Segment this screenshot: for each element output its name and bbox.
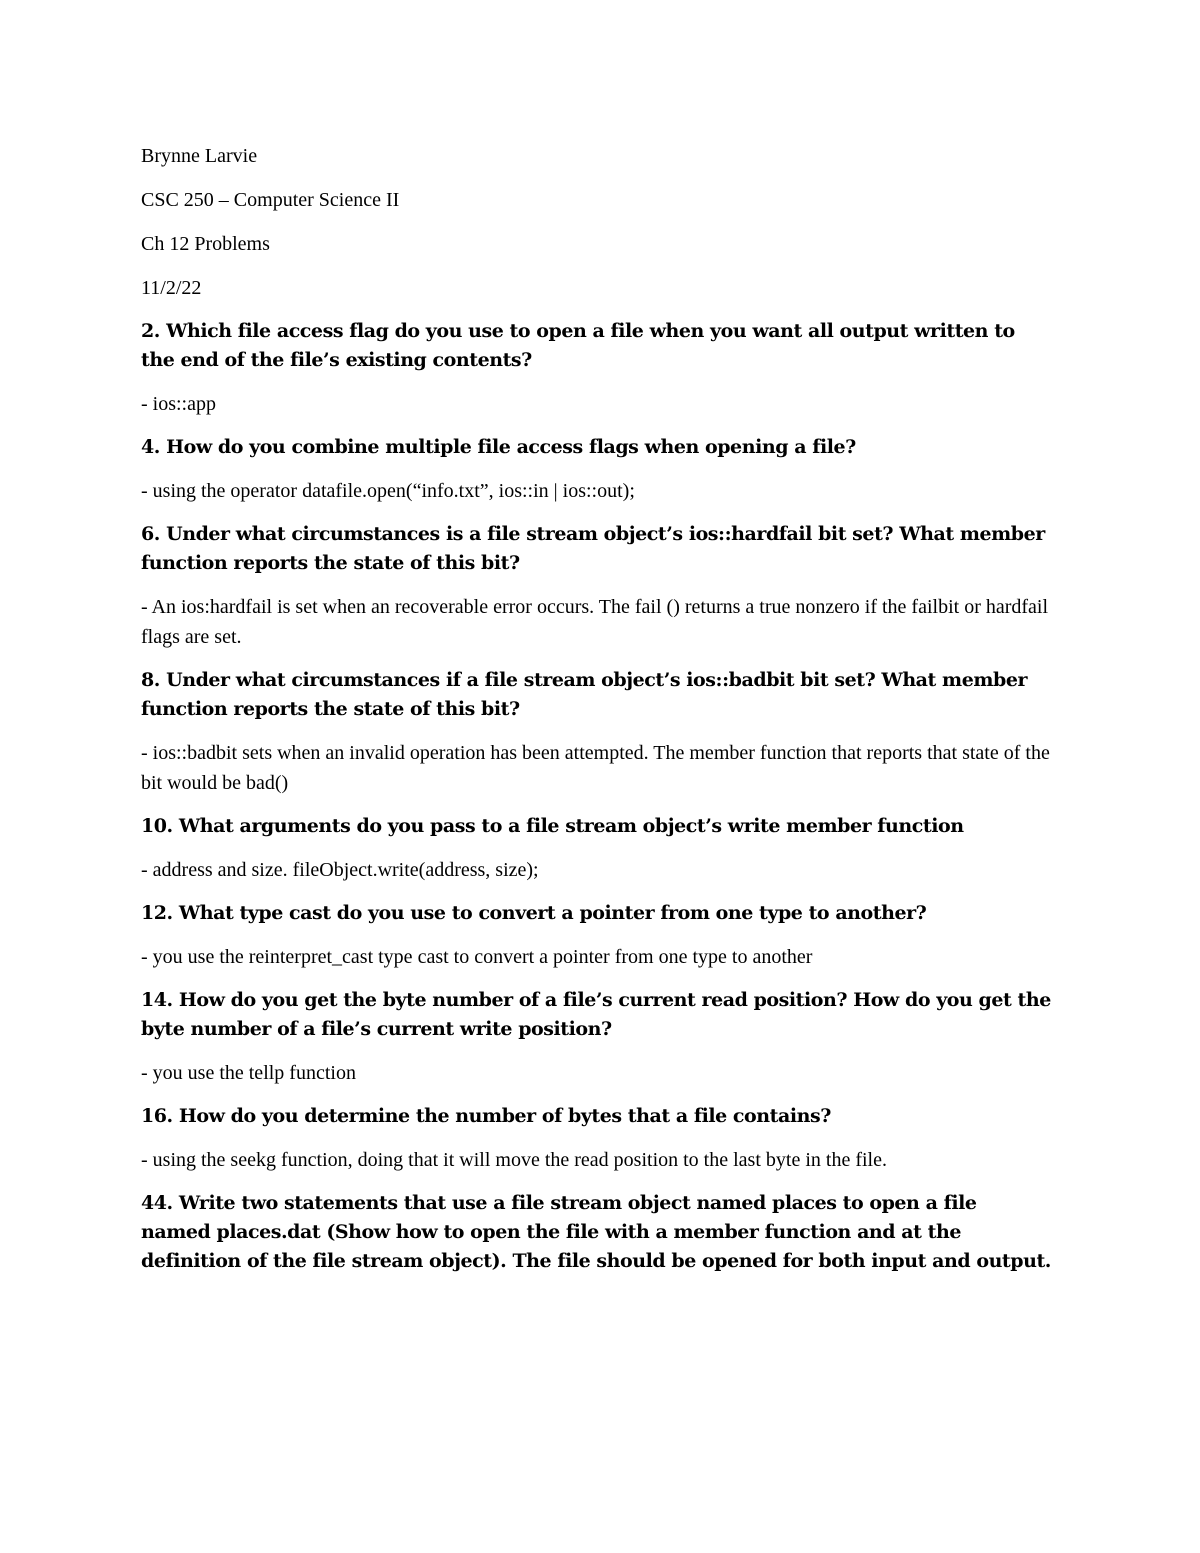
qa-item-8 xyxy=(141,666,1051,798)
qa-item-10 xyxy=(141,812,1051,885)
question-text: 12. What type cast do you use to convert a pointer from one type to another? xyxy=(141,902,927,924)
question-text: 44. Write two statements that use a file stream object named places to open a file named places.dat (Show how to open the file with a member function and at the definition of the file stream object). The file should be opened for both input and output. xyxy=(141,1192,1051,1272)
assignment-date: 11/2/22 xyxy=(141,277,202,299)
document-body xyxy=(141,141,1051,1290)
answer-text: - using the seekg function, doing that it will move the read position to the last byte in the file. xyxy=(141,1149,887,1171)
question-text: 10. What arguments do you pass to a file stream object’s write member function xyxy=(141,815,964,837)
course-title: CSC 250 – Computer Science II xyxy=(141,189,400,211)
author-name: Brynne Larvie xyxy=(141,145,258,167)
qa-item-44 xyxy=(141,1189,1051,1276)
qa-item-14 xyxy=(141,986,1051,1088)
answer-text: - you use the tellp function xyxy=(141,1062,356,1084)
question-text: 8. Under what circumstances if a file stream object’s ios::badbit bit set? What member function reports the state of this bit? xyxy=(141,669,1028,720)
qa-item-4 xyxy=(141,433,1051,506)
answer-text: - ios::app xyxy=(141,393,216,415)
answer-text: - using the operator datafile.open(“info.txt”, ios::in | ios::out); xyxy=(141,480,635,502)
qa-item-12 xyxy=(141,899,1051,972)
question-text: 6. Under what circumstances is a file stream object’s ios::hardfail bit set? What member function reports the state of this bit? xyxy=(141,523,1045,574)
answer-text: - An ios:hardfail is set when an recoverable error occurs. The fail () returns a true nonzero if the failbit or hardfail flags are set. xyxy=(141,596,1049,648)
answer-text: - address and size. fileObject.write(address, size); xyxy=(141,859,539,881)
qa-item-16 xyxy=(141,1102,1051,1175)
question-text: 2. Which file access flag do you use to open a file when you want all output written to the end of the file’s existing contents? xyxy=(141,320,1015,371)
question-text: 14. How do you get the byte number of a file’s current read position? How do you get the byte number of a file’s current write position? xyxy=(141,989,1051,1040)
question-text: 16. How do you determine the number of bytes that a file contains? xyxy=(141,1105,831,1127)
question-text: 4. How do you combine multiple file access flags when opening a file? xyxy=(141,436,856,458)
qa-item-2 xyxy=(141,317,1051,419)
assignment-title: Ch 12 Problems xyxy=(141,233,270,255)
answer-text: - ios::badbit sets when an invalid operation has been attempted. The member function that reports that state of the bit would be bad() xyxy=(141,742,1050,794)
answer-text: - you use the reinterpret_cast type cast to convert a pointer from one type to another xyxy=(141,946,813,968)
qa-item-6 xyxy=(141,520,1051,652)
